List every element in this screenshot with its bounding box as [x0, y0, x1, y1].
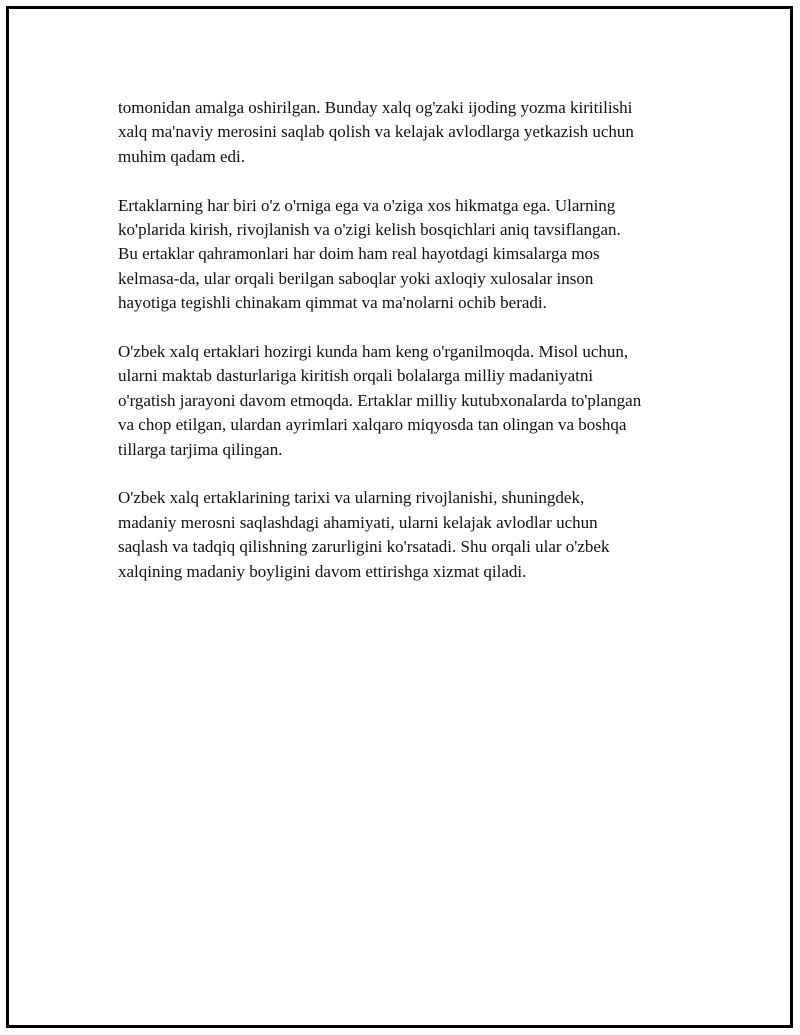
document-body	[118, 96, 698, 608]
paragraph: tomonidan amalga oshirilgan. Bunday xalq og'zaki ijoding yozma kiritilishi xalq ma'naviy merosini saqlab qolish va kelajak avlodlarga yetkazish uchun muhim qadam edi.	[118, 98, 634, 166]
document-page	[6, 6, 793, 1028]
paragraph: Ertaklarning har biri o'z o'rniga ega va o'ziga xos hikmatga ega. Ularning ko'plarida kirish, rivojlanish va o'zigi kelish bosqichlari aniq tavsiflangan. Bu ertaklar qahramonlari har doim ham real hayotdagi kimsalarga mos kelmasa-da, ular orqali berilgan saboqlar yoki axloqiy xulosalar inson hayotiga tegishli chinakam qimmat va ma'nolarni ochib beradi.	[118, 195, 621, 313]
paragraph: O'zbek xalq ertaklari hozirgi kunda ham keng o'rganilmoqda. Misol uchun, ularni maktab dasturlariga kiritish orqali bolalarga milliy madaniyatni o'rgatish jarayoni davom etmoqda. Ertaklar milliy kutubxonalarda to'plangan va chop etilgan, ulardan ayrimlari xalqaro miqyosda tan olingan va boshqa tillarga tarjima qilingan.	[118, 342, 642, 459]
paragraph: O'zbek xalq ertaklarining tarixi va ularning rivojlanishi, shuningdek, madaniy merosni saqlashdagi ahamiyati, ularni kelajak avlodlar uchun saqlash va tadqiq qilishning zarurligini ko'rsatadi. Shu orqali ular o'zbek xalqining madaniy boyligini davom ettirishga xizmat qiladi.	[118, 488, 610, 581]
